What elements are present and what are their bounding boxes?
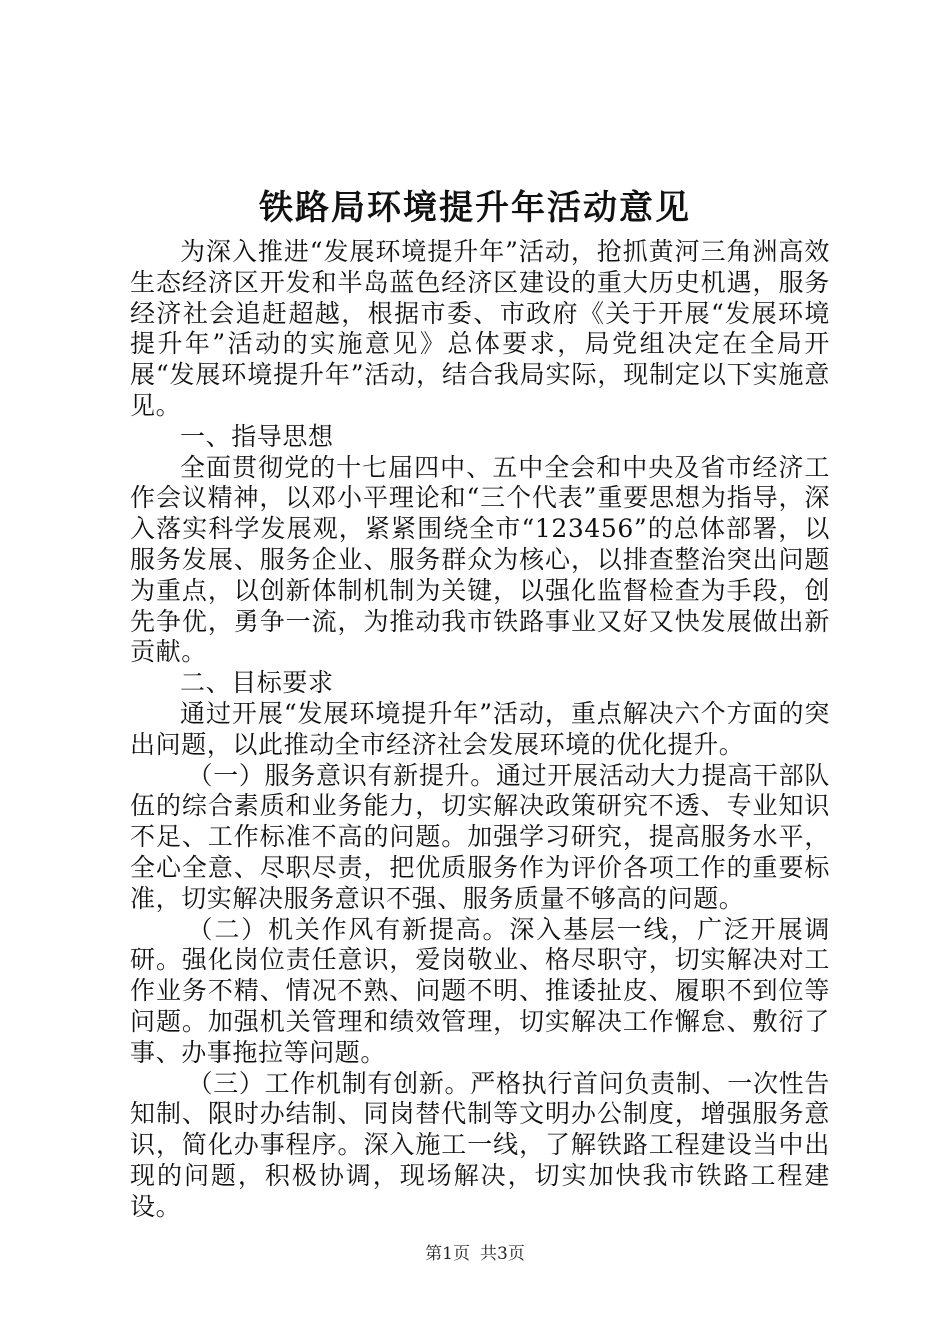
document-title: 铁路局环境提升年活动意见	[259, 188, 691, 228]
section-heading-goals: 二、目标要求	[180, 668, 334, 698]
section-heading-guiding-ideology: 一、指导思想	[180, 421, 334, 451]
goal-item-1: （一）服务意识有新提升。通过开展活动大力提高干部队伍的综合素质和业务能力，切实解决政策研究不透、专业知识不足、工作标准不高的问题。加强学习研究，提高服务水平，全心全意、尽职尽责，把优质服务作为评价各项工作的重要标准，切实解决服务意识不强、服务质量不够高的问题。	[130, 760, 830, 913]
goal-item-2: （二）机关作风有新提高。深入基层一线，广泛开展调研。强化岗位责任意识，爱岗敬业、格尽职守，切实解决对工作业务不精、情况不熟、问题不明、推诿扯皮、履职不到位等问题。加强机关管理和绩效管理，切实解决工作懈怠、敷衍了事、办事拖拉等问题。	[130, 914, 830, 1067]
guiding-ideology-paragraph: 全面贯彻党的十七届四中、五中全会和中央及省市经济工作会议精神，以邓小平理论和“三个代表”重要思想为指导，深入落实科学发展观，紧紧围绕全市“123456”的总体部署，以服务发展、服务企业、服务群众为核心，以排查整治突出问题为重点，以创新体制机制为关键，以强化监督检查为手段，创先争优，勇争一流，为推动我市铁路事业又好又快发展做出新贡献。	[130, 452, 830, 667]
page-footer	[0, 1243, 950, 1265]
page-total: 共3页	[480, 1244, 525, 1264]
goals-paragraph: 通过开展“发展环境提升年”活动，重点解决六个方面的突出问题，以此推动全市经济社会发展环境的优化提升。	[130, 698, 830, 759]
goal-item-3: （三）工作机制有创新。严格执行首问负责制、一次性告知制、限时办结制、同岗替代制等文明办公制度，增强服务意识，简化办事程序。深入施工一线，了解铁路工程建设当中出现的问题，积极协调，现场解决，切实加快我市铁路工程建设。	[130, 1068, 830, 1221]
document-body	[130, 237, 830, 1223]
page-number: 第1页	[425, 1244, 470, 1264]
intro-paragraph: 为深入推进“发展环境提升年”活动，抢抓黄河三角洲高效生态经济区开发和半岛蓝色经济区建设的重大历史机遇，服务经济社会追赶超越，根据市委、市政府《关于开展“发展环境提升年”活动的实施意见》总体要求，局党组决定在全局开展“发展环境提升年”活动，结合我局实际，现制定以下实施意见。	[130, 237, 830, 420]
